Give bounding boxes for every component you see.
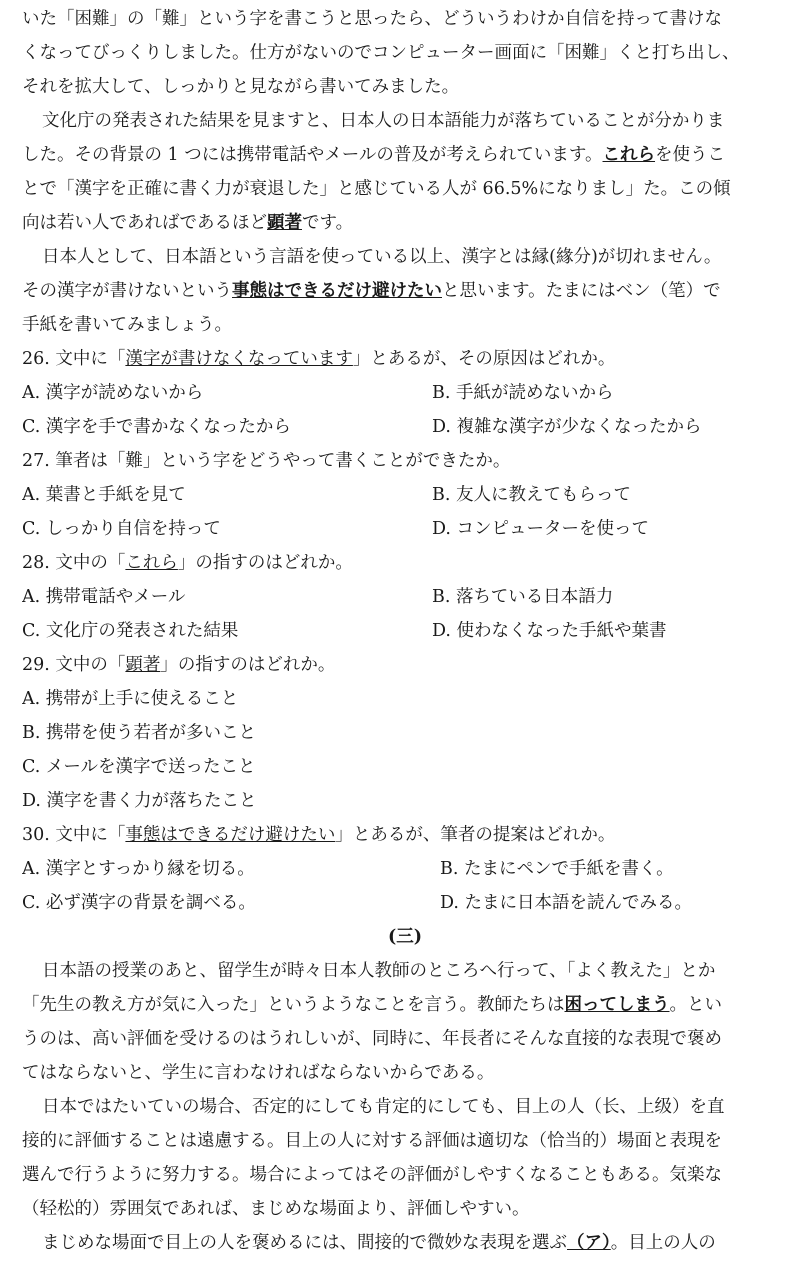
passage-line [22,954,788,988]
option-d[interactable] [22,784,788,818]
options-row [22,478,788,512]
option-b[interactable] [22,716,788,750]
options-row [22,376,788,410]
text: （轻松的）雰囲気であれば、まじめな場面より、評価しやすい。 [22,1199,530,1219]
text: いた「困難」の「難」という字を書こうと思ったら、どういうわけか自信を持って書けな [22,9,722,29]
option-a[interactable]: A. 漢字が読めないから [22,383,204,403]
option-b[interactable]: B. 落ちている日本語力 [432,587,614,607]
passage-line [22,1022,788,1056]
passage-line [22,138,788,172]
text: D. 漢字を書く力が落ちたこと [22,791,257,811]
question-30 [22,818,788,852]
text: 文化庁の発表された結果を見ますと、日本人の日本語能力が落ちていることが分かりま [42,111,725,131]
options-row [22,614,788,648]
passage-line [22,1090,788,1124]
option-d[interactable]: D. コンピューターを使って [432,519,650,539]
options-row [22,580,788,614]
text: A. 携帯が上手に使えること [22,689,239,709]
passage-line [22,206,788,240]
underlined-target-korera: これら [602,145,656,165]
option-a[interactable]: A. 葉書と手紙を見て [22,485,186,505]
text: その漢字が書けないという [22,281,232,301]
passage-line [22,240,788,274]
question-27 [22,444,788,478]
passage-line [22,104,788,138]
passage-line [22,1158,788,1192]
text: 27. 筆者は「難」という字をどうやって書くことができたか。 [22,451,511,471]
text: 日本語の授業のあと、留学生が時々日本人教師のところへ行って、「よく教えた」とか [42,961,716,981]
question-quote: 漢字が書けなくなっています [125,349,353,369]
option-a[interactable]: A. 携帯電話やメール [22,587,186,607]
option-a[interactable]: A. 漢字とすっかり縁を切る。 [22,859,255,879]
option-d[interactable]: D. 使わなくなった手紙や葉書 [432,621,667,641]
options-row [22,886,788,920]
text: 選んで行うように努力する。場合によってはその評価がしやすくなることもある。気楽な [22,1165,722,1185]
text: 手紙を書いてみましょう。 [22,315,232,335]
option-b[interactable]: B. 手紙が読めないから [432,383,614,403]
text: とで「漢字を正確に書く力が衰退した」と感じている人が 66.5%になりまし」た。この傾 [22,179,731,199]
text: くなってびっくりしました。仕方がないのでコンピューター画面に「困難」くと打ち出し、 [22,43,740,63]
option-c[interactable] [22,750,788,784]
option-b[interactable]: B. たまにペンで手紙を書く。 [440,859,674,879]
text: した。その背景の 1 つには携帯電話やメールの普及が考えられています。 [22,145,603,165]
text: それを拡大して、しっかりと見ながら書いてみました。 [22,77,460,97]
passage-line [22,2,788,36]
text: 30. 文中に「 [22,825,126,845]
blank-a: （ア） [567,1233,611,1253]
underlined-target-jitai: 事態はできるだけ避けたい [232,281,442,301]
passage-line [22,36,788,70]
options-row [22,852,788,886]
text: です。 [302,213,354,233]
text: B. 携帯を使う若者が多いこと [22,723,256,743]
question-29 [22,648,788,682]
options-row [22,410,788,444]
text: 28. 文中の「 [22,553,126,573]
underlined-target-komatte: 困ってしまう [564,995,670,1015]
text: を使うこ [655,145,726,165]
question-26 [22,342,788,376]
option-d[interactable]: D. 複雑な漢字が少なくなったから [432,417,702,437]
text: 26. 文中に「 [22,349,126,369]
question-28 [22,546,788,580]
option-c[interactable]: C. 文化庁の発表された結果 [22,621,239,641]
text: 。目上の人の [610,1233,716,1253]
text: 」の指すのはどれか。 [177,553,353,573]
text: うのは、高い評価を受けるのはうれしいが、同時に、年長者にそんな直接的な表現で褒め [22,1029,722,1049]
text: 29. 文中の「 [22,655,126,675]
text: 」とあるが、その原因はどれか。 [352,349,616,369]
text: 。とい [669,995,722,1015]
text: 日本ではたいていの場合、否定的にしても肯定的にしても、目上の人（长、上级）を直 [42,1097,725,1117]
question-quote: 事態はできるだけ避けたい [125,825,336,845]
text: 接的に評価することは遠慮する。目上の人に対する評価は適切な（恰当的）場面と表現を [22,1131,722,1151]
option-b[interactable]: B. 友人に教えてもらって [432,485,631,505]
passage-line [22,1226,788,1260]
text: と思います。たまにはベン（笔）で [442,281,721,301]
passage-line [22,1056,788,1090]
passage-line [22,70,788,104]
text: 「先生の教え方が気に入った」というようなことを言う。教師たちは [22,995,565,1015]
passage-line [22,308,788,342]
section-heading: (三) [387,927,423,947]
text: まじめな場面で目上の人を褒めるには、間接的で微妙な表現を選ぶ [42,1233,567,1253]
text: C. メールを漢字で送ったこと [22,757,256,777]
question-quote: 顕著 [125,655,161,675]
option-c[interactable]: C. 必ず漢字の背景を調べる。 [22,893,256,913]
passage-line [22,988,788,1022]
text: 」の指すのはどれか。 [160,655,336,675]
passage-line [22,1192,788,1226]
option-c[interactable]: C. 漢字を手で書かなくなったから [22,417,291,437]
option-a[interactable] [22,682,788,716]
text: 」とあるが、筆者の提案はどれか。 [335,825,616,845]
passage-line [22,172,788,206]
option-c[interactable]: C. しっかり自信を持って [22,519,221,539]
text: てはならないと、学生に言わなければならないからである。 [22,1063,495,1083]
question-quote: これら [125,553,178,573]
options-row [22,512,788,546]
passage-line [22,274,788,308]
underlined-target-kencho: 顕著 [267,213,302,233]
option-d[interactable]: D. たまに日本語を読んでみる。 [440,893,693,913]
text: 向は若い人であればであるほど [22,213,267,233]
passage-line [22,1124,788,1158]
text: 日本人として、日本語という言語を使っている以上、漢字とは縁(緣分)が切れません。 [42,247,722,267]
